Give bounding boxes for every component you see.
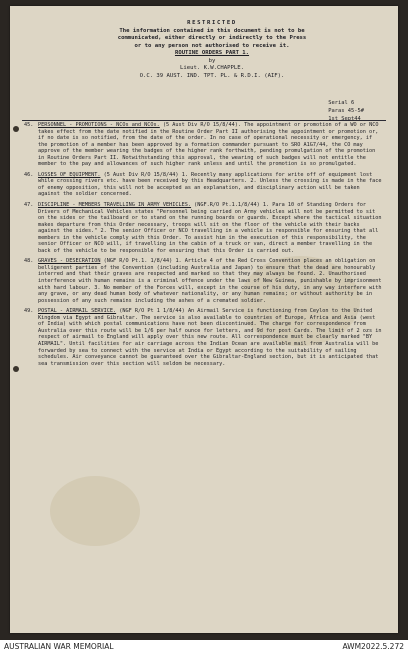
paper-stain <box>50 476 140 546</box>
document-header <box>62 20 362 80</box>
item-heading: PERSONNEL - PROMOTIONS - NCOs and NCOs. <box>38 122 160 128</box>
document-page <box>10 6 398 633</box>
punch-hole <box>13 126 19 132</box>
item-number: 48. <box>24 258 34 265</box>
item-text: 1. Para 10 of Standing Orders for Drivers of Mechanical Vehicles states "Personnel being carried on Army vehicles will not be permitted to sit on the sides or the tailboard or to stand on the running boards or guards. Except where the tactical situation makes departure from this Order necessary, troops will sit on the floor of the vehicle with their backs against the sides." 2. The senior Officer or NCO travelling in a vehicle is responsible for ensuring that all members in the vehicle comply with this Order. To assist him in the execution of this responsibility, the senior Officer or NCO will, if travelling in the cabin of a truck or van, direct a member travelling in the back of the vehicle to be responsible for ensuring that this Order is carried out. <box>38 202 382 254</box>
paragraph-range: Paras 45-5# <box>328 107 364 114</box>
item-number: 45. <box>24 122 34 128</box>
item-heading: GRAVES - DESECRATION <box>38 258 101 265</box>
orders-title: ROUTINE ORDERS PART 1. <box>174 50 250 56</box>
punch-hole <box>13 366 19 372</box>
item-reference: (5 Aust Div R/O 15/8/44). <box>162 122 242 128</box>
item-text: An Airmail Service is functioning from Ceylon to the United Kingdom via Egypt and Gibraltar. The service is also available to countries of Europe, Africa and Asia (west of India) with which postal communications have not been discontinued. The charge for correspondence from Australia over this route will be 1/6 per half ounce for letters, and 9d for post Cards. The limit of 2 ozs in respect of airmail to England will apply over this new route. All correspondence must be clearly marked "BY AIRMAIL". Until facilities for air carriage across the Indian Ocean are available mail from Australia will be forwarded by sea to connect with the service at India or Egypt according to the suitability of sailing schedules. Air conveyance cannot be guaranteed over the Gibraltar-England section, but it is anticipated that sea transmission over this section will seldom be necessary. <box>38 308 382 367</box>
item-reference: (NGF R/O Pt 1 1/8/44) <box>119 308 185 315</box>
security-notice-line-2: communicated, either directly or indirectly to the Press <box>117 35 307 41</box>
restricted-marking: RESTRICTED <box>187 20 237 26</box>
item-number: 47. <box>24 202 34 209</box>
order-item <box>24 122 384 168</box>
item-heading: POSTAL - AIRMAIL SERVICE. <box>38 308 117 315</box>
item-reference: (NGF.R/O Pt.1.1/8/44) <box>194 202 260 209</box>
archive-footer <box>0 640 408 653</box>
item-number: 46. <box>24 171 34 178</box>
security-notice-line-1: The information contained in this document is not to be <box>119 27 305 34</box>
order-item <box>24 202 384 254</box>
archive-name: AUSTRALIAN WAR MEMORIAL <box>4 642 114 651</box>
divider-line <box>22 120 386 121</box>
unit-name: O.C. 39 AUST. IND. TPT. PL. & R.D.I. (AIF). <box>139 72 285 79</box>
officer-name: Lieut. K.W.CHAPPLE. <box>180 65 244 71</box>
accession-number: AWM2022.5.272 <box>342 642 404 651</box>
by-line: by <box>208 57 216 64</box>
order-items <box>24 122 384 371</box>
serial-number: Serial 6 <box>328 100 355 106</box>
item-reference: (5 Aust Div R/O 15/8/44) <box>103 171 179 178</box>
order-item <box>24 258 384 304</box>
security-notice-line-3: or to any person not authorised to receive it. <box>134 42 290 49</box>
order-item <box>24 308 384 367</box>
order-date: 1st Sept44 <box>328 115 361 122</box>
item-text: 1. Article 4 of the Red Cross Convention places an obligation on belligerent parties of the Convention (including Australia and Japan) to ensure that the dead are honourably interred and that their graves are respected and marked so that they may always be found. 2. Unauthorised interference with human remains is a criminal offence under the laws of New Guinea, punishable by imprisonment with hard labour. 3. No member of the Forces will, except in the course of his duty, in any way interfere with any grave, or any dead human body of whatever nationality, or any human remains; or without authority be in possession of any such remains including the ashes of a cremated soldier. <box>38 258 382 304</box>
item-heading: LOSSES OF EQUIPMENT. <box>38 171 101 178</box>
item-number: 49. <box>24 308 34 315</box>
order-item <box>24 172 384 198</box>
item-text: 1. Recently many applications for write off of equipment lost while crossing rivers etc. have been received by this Headquarters. 2. Unless the crossing is made in the face of enemy opposition, this will not be accepted as an explanation, and disciplinary action will be taken against the soldier concerned. <box>38 171 382 198</box>
item-reference: (NGF R/O Pt.1. 1/8/44) <box>103 258 173 265</box>
item-heading: DISCIPLINE - MEMBERS TRAVELLING IN ARMY VEHICLES. <box>38 202 192 209</box>
item-text: The appointment or promotion of a WO or NCO takes effect from the date notified in the Routine Order Part II authorising the appointment or promotion or, if no date is so notified, from the date of the order. In no case of operational necessity or emergency, if the promotion of a member has been approved by a formation commander pursuant to SRO A1G7/44, the CO may approve of the member wearing the badges of the higher rank forthwith, pending promulgation of the promotion in Routine Orders Part II. Notwithstanding this approval, the wearing of such badges will not entitle the member to the pay and allowances of such higher rank unless and until the promotion is so promulgated. <box>38 122 379 168</box>
